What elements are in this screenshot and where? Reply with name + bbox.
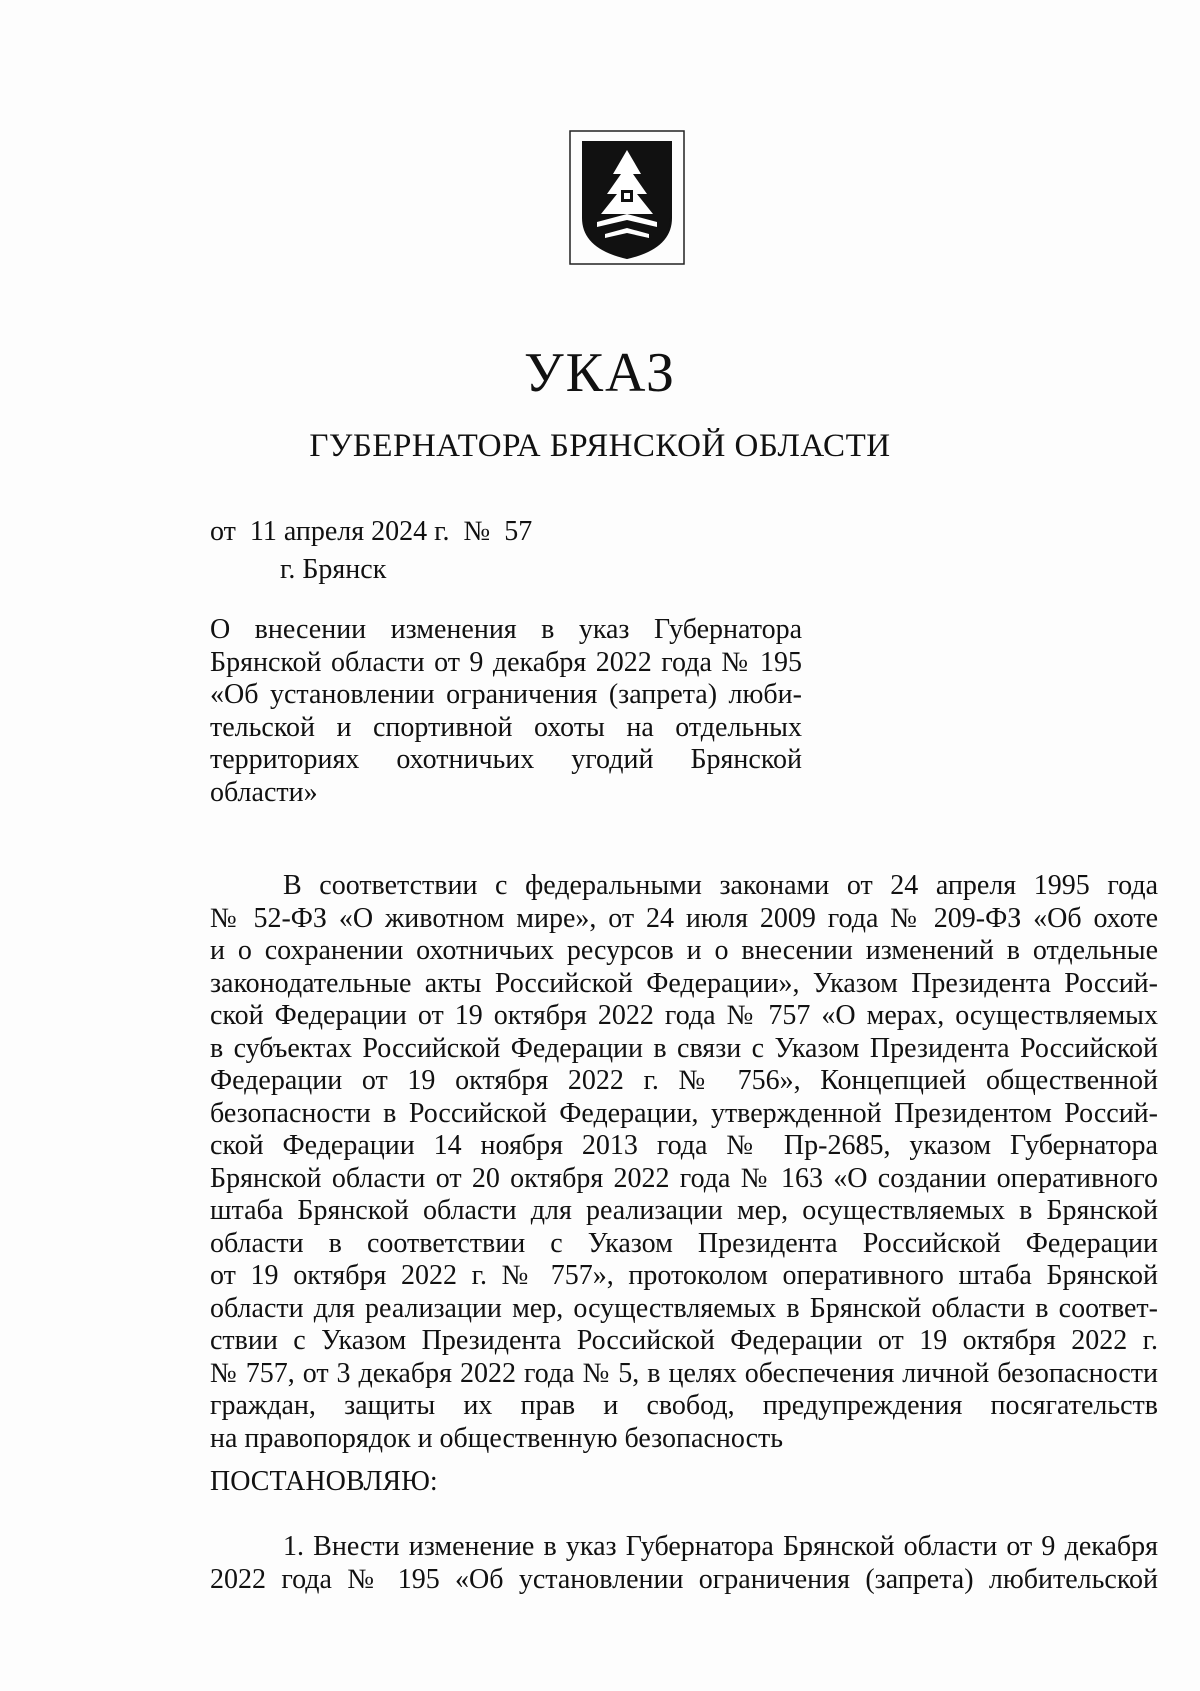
preamble-line: Федерации от 19 октября 2022 г. № 756», Концепцией общественной — [210, 1065, 1158, 1096]
subject-line: Брянской области от 9 декабря 2022 года № 195 — [210, 646, 802, 678]
subject-line: О внесении изменения в указ Губернатора — [210, 614, 802, 645]
preamble-line: штаба Брянской области для реализации мер, осуществляемых в Брянской — [210, 1195, 1158, 1226]
subject-line: территориях охотничьих угодий Брянской — [210, 744, 802, 775]
bryansk-coat-of-arms-icon — [569, 130, 685, 265]
preamble-line: законодательные акты Российской Федерации», Указом Президента Россий- — [210, 967, 1158, 999]
preamble-line: области для реализации мер, осуществляемых в Брянской области в соответ- — [210, 1292, 1158, 1324]
preamble-line: № 757, от 3 декабря 2022 года № 5, в целях обеспечения личной безопасности — [210, 1357, 1158, 1389]
preamble-line: и о сохранении охотничьих ресурсов и о внесении изменений в отдельные — [210, 935, 1158, 966]
subject-line: тельской и спортивной охоты на отдельных — [210, 711, 802, 743]
preamble-line: от 19 октября 2022 г. № 757», протоколом оперативного штаба Брянской — [210, 1260, 1158, 1291]
preamble-line: области в соответствии с Указом Президента Российской Федерации — [210, 1227, 1158, 1259]
preamble-line: № 52-ФЗ «О животном мире», от 24 июля 2009 года № 209-ФЗ «Об охоте — [210, 902, 1158, 934]
preamble-line: в субъектах Российской Федерации в связи с Указом Президента Российской — [210, 1032, 1158, 1064]
preamble-line: безопасности в Российской Федерации, утвержденной Президентом Россий- — [210, 1097, 1158, 1129]
preamble-line: граждан, защиты их прав и свобод, предупреждения посягательств — [210, 1390, 1158, 1421]
decree-item-1 — [210, 1531, 1158, 1596]
preamble-line: Брянской области от 20 октября 2022 года № 163 «О создании оперативного — [210, 1162, 1158, 1194]
city-line: г. Брянск — [280, 554, 387, 585]
preamble-line: на правопорядок и общественную безопасность — [210, 1422, 784, 1454]
preamble-paragraph — [210, 870, 1158, 1455]
date-number-line: от 11 апреля 2024 г. № 57 — [210, 516, 533, 547]
item-line: 1. Внести изменение в указ Губернатора Брянской области от 9 декабря — [283, 1531, 1158, 1562]
item-line: 2022 года № 195 «Об установлении ограничения (запрета) любительской — [210, 1563, 1158, 1595]
preamble-line: ской Федерации 14 ноября 2013 года № Пр-2685, указом Губернатора — [210, 1130, 1158, 1161]
preamble-line: В соответствии с федеральными законами от 24 апреля 1995 года — [283, 870, 1158, 901]
subject-line: области» — [210, 776, 318, 808]
decree-word: ПОСТАНОВЛЯЮ: — [210, 1466, 438, 1497]
subject-line: «Об установлении ограничения (запрета) люби- — [210, 679, 802, 710]
preamble-line: ствии с Указом Президента Российской Федерации от 19 октября 2022 г. — [210, 1325, 1158, 1356]
decree-subject — [210, 614, 802, 809]
preamble-line: ской Федерации от 19 октября 2022 года № 757 «О мерах, осуществляемых — [210, 1000, 1158, 1031]
document-subtitle: ГУБЕРНАТОРА БРЯНСКОЙ ОБЛАСТИ — [309, 428, 891, 464]
document-title: УКАЗ — [523, 342, 677, 404]
